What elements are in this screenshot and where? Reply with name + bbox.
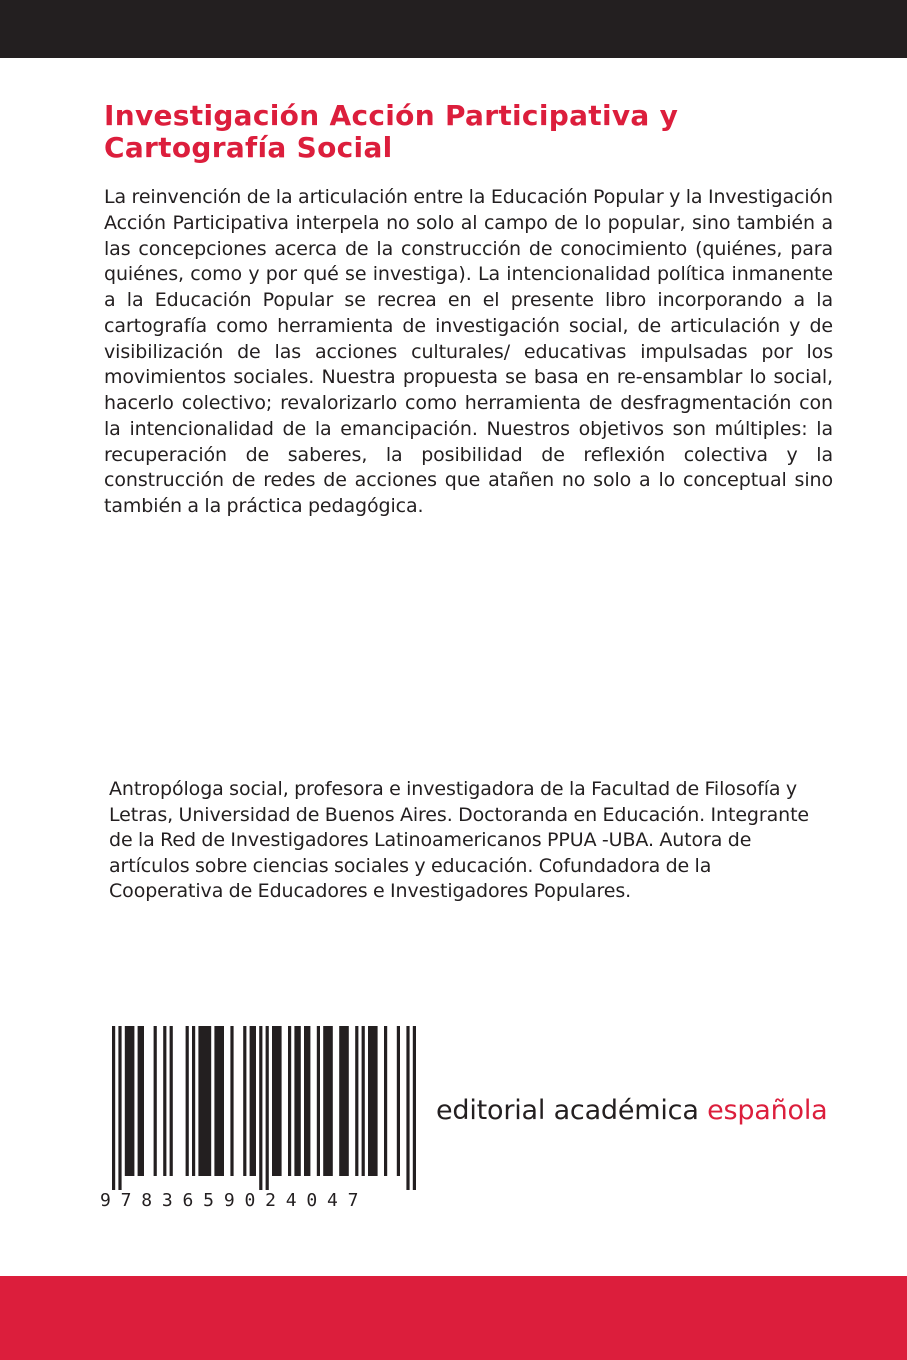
barcode-bar <box>288 1026 291 1176</box>
barcode-bar <box>230 1026 233 1176</box>
synopsis: La reinvención de la articulación entre la Educación Popular y la Investigación Acción Participativa interpela no solo al campo de lo popular, sino también a las concepciones acerca de la construcción de conocimiento (quiénes, para quiénes, como y por qué se investiga). La intencionalidad política inmanente a la Educación Popular se recrea en el presente libro incorporando a la cartografía como herramienta de investigación social, de articulación y de visibilización de las acciones culturales/ educativas impulsadas por los movimientos sociales. Nuestra propuesta se basa en re-ensamblar lo social, hacerlo colectivo; revalorizarlo como herramienta de desfragmentación con la intencionalidad de la emancipación. Nuestros objetivos son múltiples: la recuperación de saberes, la posibilidad de reflexión colectiva y la construcción de redes de acciones que atañen no solo a lo conceptual sino también a la práctica pedagógica. <box>104 186 833 517</box>
barcode-bar <box>368 1026 378 1176</box>
barcode-bar <box>154 1026 157 1176</box>
barcode-bar <box>413 1026 416 1190</box>
barcode-bar <box>339 1026 349 1176</box>
author-bio: Antropóloga social, profesora e investigadora de la Facultad de Filosofía y Letras, Universidad de Buenos Aires. Doctoranda en Educación. Integrante de la Red de Investigadores Latinoamericanos PPUA -UBA. Autora de artículos sobre ciencias sociales y educación. Cofundadora de la Cooperativa de Educadores e Investigadores Populares. <box>109 778 810 903</box>
barcode-bar <box>138 1026 144 1176</box>
barcode-bar <box>243 1026 246 1176</box>
barcode-bars <box>100 1024 420 1192</box>
barcode-bar <box>186 1026 189 1176</box>
barcode-bar <box>112 1026 115 1190</box>
barcode-bar <box>118 1026 121 1190</box>
barcode-bar <box>362 1026 365 1176</box>
barcode-bar <box>170 1026 173 1176</box>
barcode-bar <box>384 1026 387 1176</box>
barcode-bar <box>397 1026 400 1176</box>
publisher-name: editorial académica <box>436 1095 699 1126</box>
barcode-bar <box>125 1026 135 1176</box>
barcode-bar <box>355 1026 358 1176</box>
book-title: Investigación Acción Participativa y Cartografía Social <box>104 99 679 164</box>
barcode-bar <box>192 1026 195 1176</box>
barcode-bar <box>250 1026 256 1176</box>
barcode-bar <box>406 1026 409 1190</box>
barcode-bar <box>304 1026 310 1176</box>
barcode-bar <box>266 1026 269 1190</box>
publisher-logo <box>436 1095 856 1126</box>
barcode-bar <box>272 1026 282 1176</box>
barcode-bar <box>214 1026 224 1176</box>
barcode-bar <box>259 1026 262 1190</box>
barcode-bar <box>198 1026 211 1176</box>
top-band <box>0 0 907 58</box>
barcode-bar <box>317 1026 320 1176</box>
barcode-bar <box>163 1026 166 1176</box>
barcode-bar <box>323 1026 333 1176</box>
isbn-number: 9783659024047 <box>100 1190 369 1211</box>
publisher-accent: española <box>707 1095 828 1126</box>
barcode-bar <box>294 1026 300 1176</box>
bottom-band <box>0 1276 907 1360</box>
